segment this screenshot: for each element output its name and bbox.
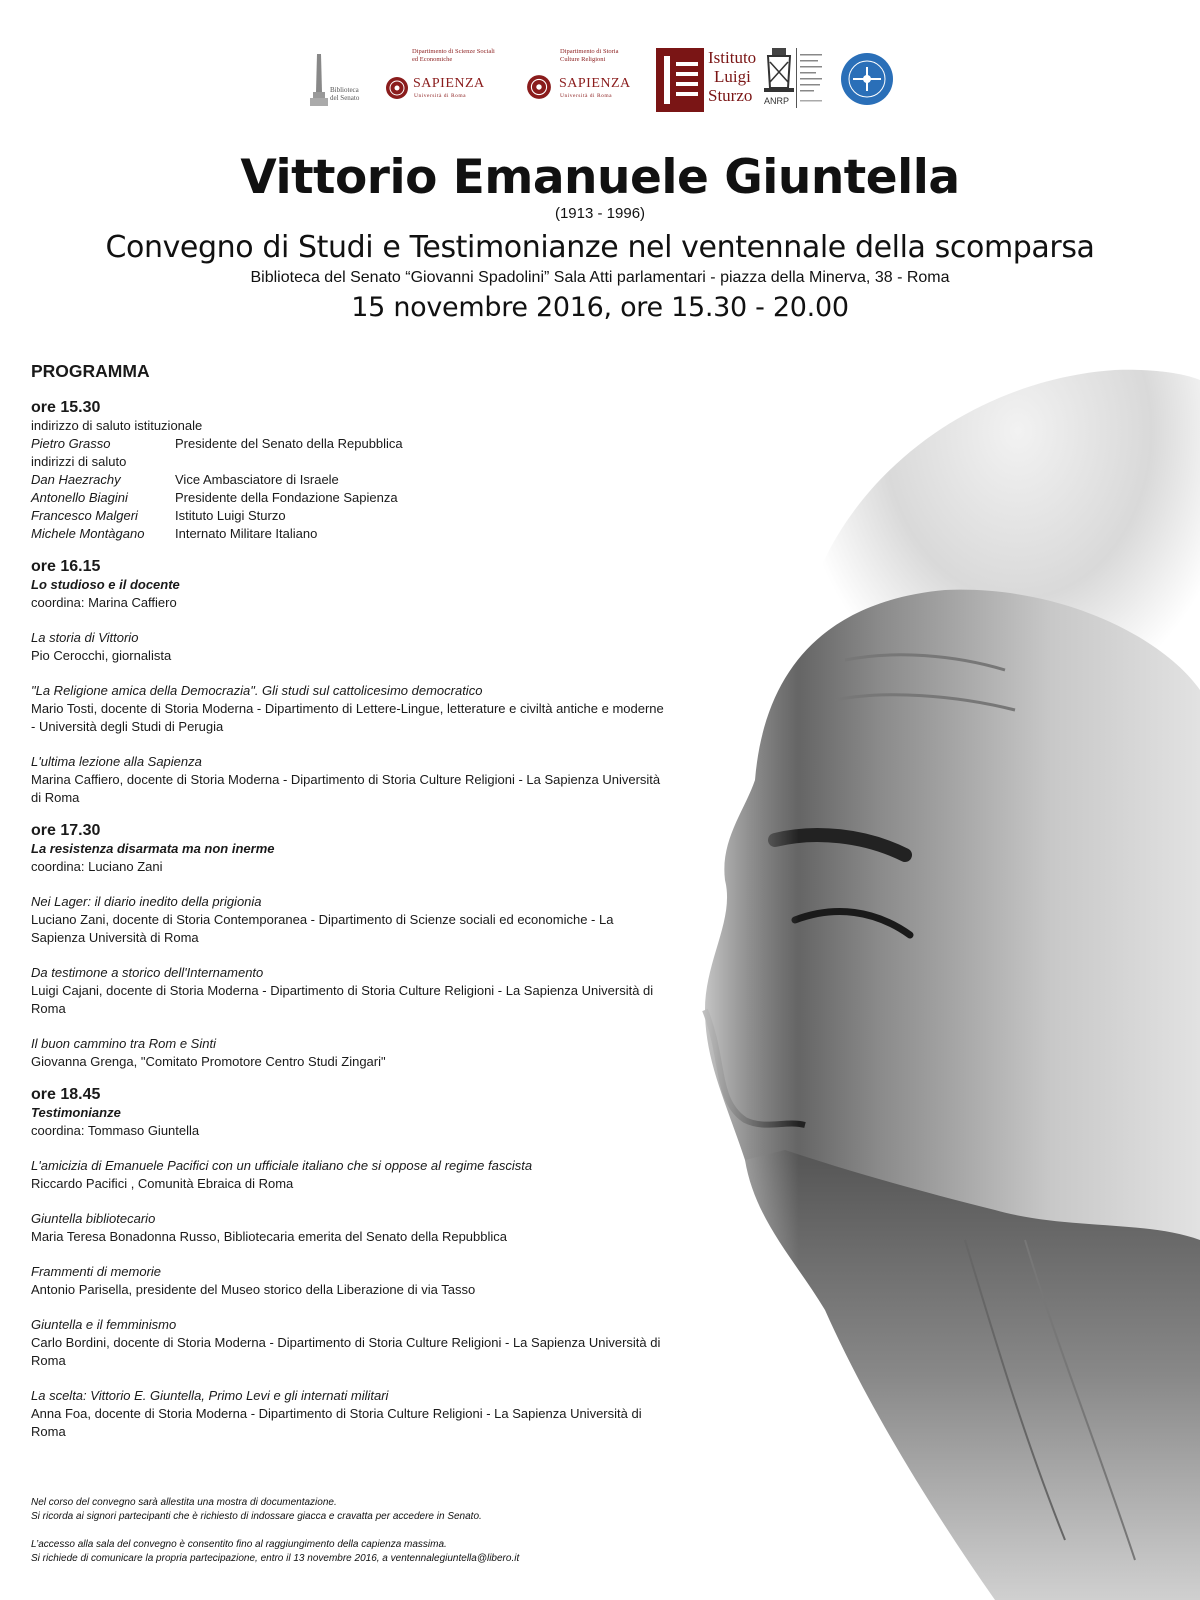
session-time: ore 17.30 — [31, 822, 101, 839]
sapienza1-dept-line1: Dipartimento di Scienze Sociali — [412, 48, 495, 55]
session-theme: Testimonianze — [31, 1105, 121, 1120]
talk-speaker: Mario Tosti, docente di Storia Moderna - Dipartimento di Lettere-Lingue, letterature e civiltà antiche e moderne - Università degli Studi di Perugia — [31, 701, 664, 734]
talk-title: L'amicizia di Emanuele Pacifici con un ufficiale italiano che si oppose al regime fascista — [31, 1158, 533, 1173]
session-coordinator: coordina: Luciano Zani — [31, 859, 163, 874]
session-time: ore 15.30 — [31, 399, 101, 416]
sapienza-seal-icon — [526, 74, 552, 100]
anrp-label: ANRP — [764, 96, 790, 106]
talk-speaker: Giovanna Grenga, "Comitato Promotore Centro Studi Zingari" — [31, 1054, 386, 1069]
talk-speaker: Riccardo Pacifici , Comunità Ebraica di Roma — [31, 1176, 294, 1191]
senato-line2: del Senato — [330, 94, 360, 102]
sapienza-seal-icon — [385, 76, 409, 100]
note-exhibition: Nel corso del convegno sarà allestita una mostra di documentazione. — [31, 1497, 337, 1508]
portrait-photo — [665, 360, 1200, 1600]
sturzo-line1: Istituto — [708, 48, 757, 67]
talk-speaker: Carlo Bordini, docente di Storia Moderna - Dipartimento di Storia Culture Religioni - La Sapienza Università di Roma — [31, 1335, 661, 1368]
talk-title: La scelta: Vittorio E. Giuntella, Primo Levi e gli internati militari — [31, 1388, 389, 1403]
session-1530 — [31, 398, 671, 543]
talk-speaker: Maria Teresa Bonadonna Russo, Bibliotecaria emerita del Senato della Repubblica — [31, 1229, 507, 1244]
greeting-row — [31, 525, 671, 543]
session-label: indirizzo di saluto istituzionale — [31, 418, 203, 433]
session-coordinator: coordina: Tommaso Giuntella — [31, 1123, 200, 1138]
greeting-row — [31, 489, 671, 507]
sapienza1-name: SAPIENZA — [413, 76, 485, 91]
session-label: indirizzi di saluto — [31, 454, 127, 469]
talk — [31, 753, 671, 807]
greeting-role: Presidente della Fondazione Sapienza — [175, 490, 398, 505]
associazione-round-logo — [840, 50, 896, 118]
association-emblem-icon — [840, 50, 894, 108]
talk-title: L'ultima lezione alla Sapienza — [31, 754, 202, 769]
greeting-row — [31, 471, 671, 489]
anrp-description-lines — [796, 48, 824, 108]
talk-speaker: Luciano Zani, docente di Storia Contemporanea - Dipartimento di Scienze sociali ed economiche - La Sapienza Università di Roma — [31, 912, 614, 945]
talk — [31, 1035, 671, 1071]
biblioteca-senato-logo — [308, 48, 370, 116]
program — [31, 362, 671, 1450]
talk — [31, 964, 671, 1018]
venue: Biblioteca del Senato “Giovanni Spadolini” Sala Atti parlamentari - piazza della Minerva, 38 - Roma — [250, 269, 950, 286]
session-1730 — [31, 821, 671, 1071]
talk — [31, 1157, 671, 1193]
life-dates: (1913 - 1996) — [554, 205, 646, 222]
sapienza1-sub: Università di Roma — [414, 93, 467, 99]
sapienza-sse-logo — [385, 48, 505, 116]
anrp-logo — [762, 48, 828, 116]
greeting-name: Michele Montàgano — [31, 526, 145, 541]
conference-subtitle: Convegno di Studi e Testimonianze nel ventennale della scomparsa — [105, 230, 1095, 265]
sapienza1-dept-line2: ed Economiche — [412, 56, 453, 63]
sapienza2-name: SAPIENZA — [559, 76, 631, 91]
greeting-role: Istituto Luigi Sturzo — [175, 508, 286, 523]
talk-title: Giuntella bibliotecario — [31, 1211, 156, 1226]
note-rsvp: Si richiede di comunicare la propria partecipazione, entro il 13 novembre 2016, a ventennalegiuntella@libero.it — [31, 1553, 520, 1564]
sapienza-scr-logo — [526, 48, 646, 116]
session-1845 — [31, 1085, 671, 1441]
talk — [31, 1316, 671, 1370]
sturzo-column-icon — [656, 48, 704, 112]
footnotes — [31, 1496, 671, 1566]
greeting-role: Internato Militare Italiano — [175, 526, 318, 541]
talk-speaker: Pio Cerocchi, giornalista — [31, 648, 172, 663]
talk-speaker: Anna Foa, docente di Storia Moderna - Dipartimento di Storia Culture Religioni - La Sapienza Università di Roma — [31, 1406, 642, 1439]
greeting-role: Vice Ambasciatore di Israele — [175, 472, 339, 487]
sturzo-line2: Luigi — [714, 67, 751, 86]
talk-title: La storia di Vittorio — [31, 630, 139, 645]
obelisk-icon — [308, 52, 330, 108]
sturzo-line3: Sturzo — [708, 86, 753, 105]
sapienza2-dept-line1: Dipartimento di Storia — [560, 48, 619, 55]
talk-title: Da testimone a storico dell'Internamento — [31, 965, 264, 980]
talk-title: "La Religione amica della Democrazia". Gli studi sul cattolicesimo democratico — [31, 683, 483, 698]
page-title: Vittorio Emanuele Giuntella — [240, 150, 960, 205]
talk — [31, 682, 671, 736]
sapienza2-sub: Università di Roma — [560, 93, 613, 99]
istituto-sturzo-logo — [656, 48, 756, 116]
talk — [31, 893, 671, 947]
talk — [31, 1210, 671, 1246]
greeting-row — [31, 507, 671, 525]
greeting-row — [31, 435, 671, 453]
session-theme: La resistenza disarmata ma non inerme — [31, 841, 275, 856]
talk-title: Nei Lager: il diario inedito della prigionia — [31, 894, 262, 909]
talk-title: Frammenti di memorie — [31, 1264, 162, 1279]
talk-title: Il buon cammino tra Rom e Sinti — [31, 1036, 216, 1051]
greeting-name: Antonello Biagini — [31, 490, 128, 505]
program-heading: PROGRAMMA — [31, 361, 150, 381]
anrp-tower-icon — [762, 48, 796, 94]
talk-title: Giuntella e il femminismo — [31, 1317, 177, 1332]
talk-speaker: Antonio Parisella, presidente del Museo storico della Liberazione di via Tasso — [31, 1282, 476, 1297]
senato-line1: Biblioteca — [330, 86, 359, 94]
talk — [31, 1263, 671, 1299]
note-capacity: L’accesso alla sala del convegno è consentito fino al raggiungimento della capienza massima. — [31, 1539, 447, 1550]
session-coordinator: coordina: Marina Caffiero — [31, 595, 177, 610]
talk-speaker: Luigi Cajani, docente di Storia Moderna - Dipartimento di Storia Culture Religioni - La Sapienza Università di Roma — [31, 983, 654, 1016]
talk-speaker: Marina Caffiero, docente di Storia Moderna - Dipartimento di Storia Culture Religioni - La Sapienza Università di Roma — [31, 772, 661, 805]
note-dress-code: Si ricorda ai signori partecipanti che è richiesto di indossare giacca e cravatta per accedere in Senato. — [31, 1511, 482, 1522]
session-time: ore 18.45 — [31, 1086, 101, 1103]
greeting-role: Presidente del Senato della Repubblica — [175, 436, 403, 451]
sapienza2-dept-line2: Culture Religioni — [560, 56, 606, 63]
talk — [31, 1387, 671, 1441]
session-time: ore 16.15 — [31, 558, 101, 575]
greeting-name: Dan Haezrachy — [31, 472, 121, 487]
event-date-time: 15 novembre 2016, ore 15.30 - 20.00 — [351, 292, 849, 323]
greeting-name: Pietro Grasso — [31, 436, 111, 451]
session-1615 — [31, 557, 671, 807]
talk — [31, 629, 671, 665]
session-theme: Lo studioso e il docente — [31, 577, 180, 592]
greeting-name: Francesco Malgeri — [31, 508, 138, 523]
logo-bar — [300, 48, 920, 116]
